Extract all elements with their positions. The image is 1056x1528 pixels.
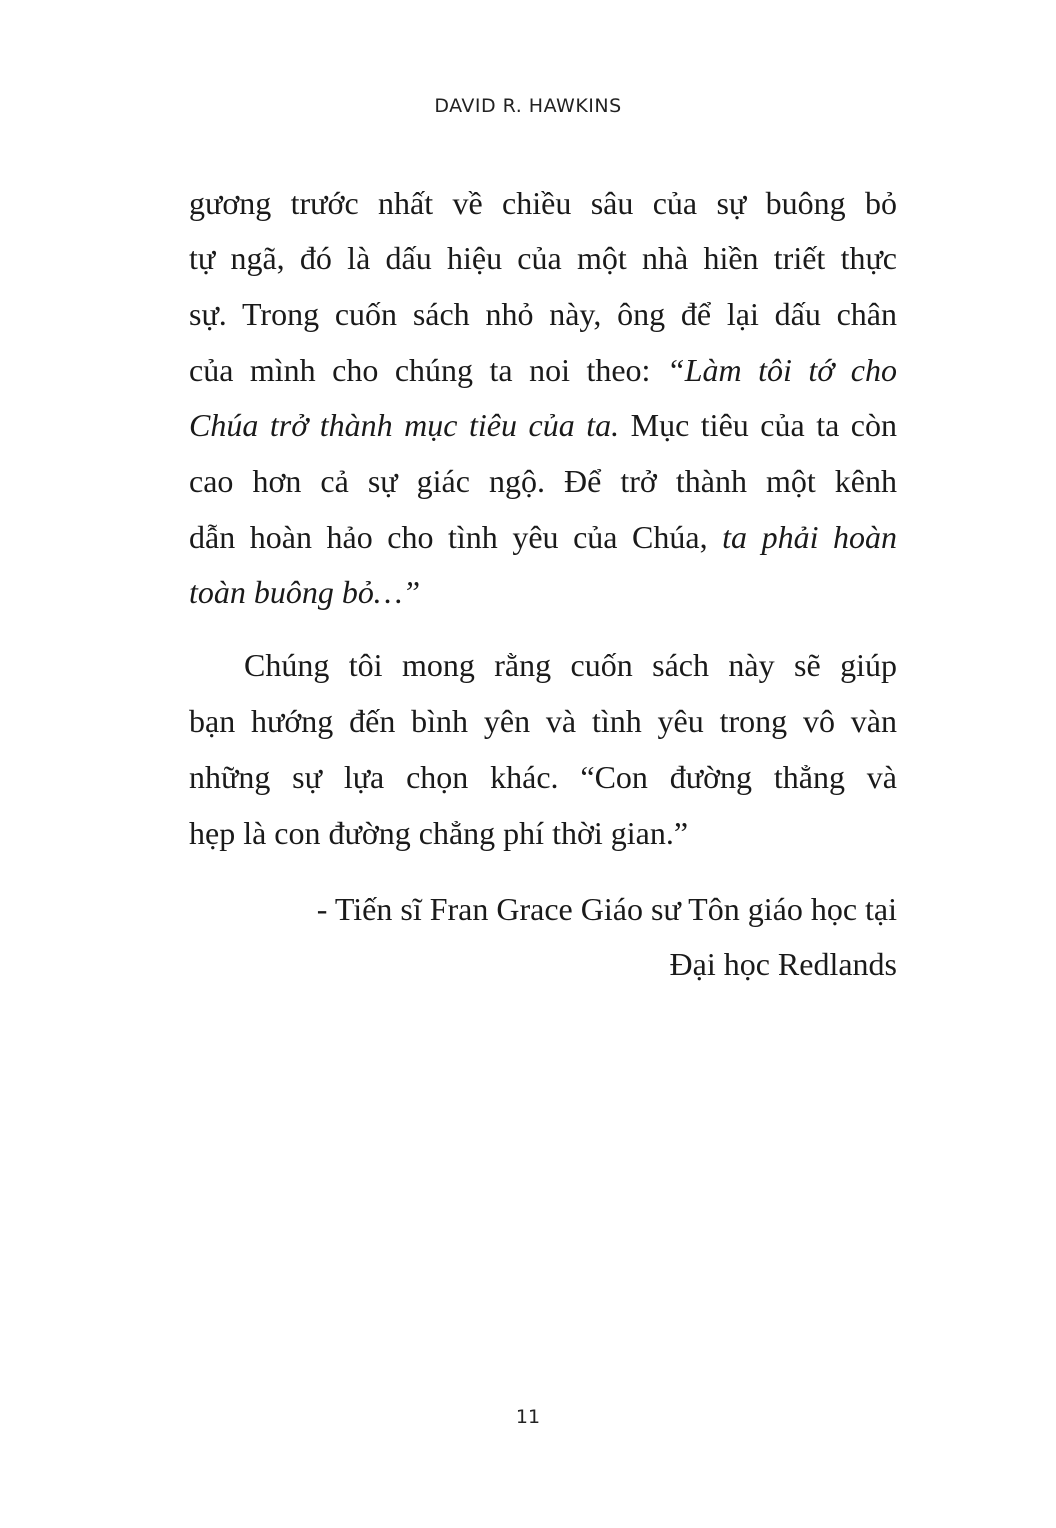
text-segment: của mình cho chúng ta noi theo: [189, 352, 667, 388]
text-segment: dẫn hoàn hảo cho tình yêu của Chúa, [189, 519, 723, 555]
text-line [189, 183, 897, 223]
italic-quote-segment: ta phải hoàn [722, 519, 897, 555]
running-header: DAVID R. HAWKINS [434, 95, 622, 117]
text-line: bạn hướng đến bình yên và tình yêu trong vô vàn [189, 703, 897, 739]
text-line [189, 405, 897, 445]
text-line: hẹp là con đường chẳng phí thời gian.” [189, 815, 689, 851]
text-segment: cao hơn cả sự giác ngộ. Để trở thành một kênh [189, 463, 897, 499]
text-line: Chúng tôi mong rằng cuốn sách này sẽ giúp [244, 647, 897, 683]
text-segment: gương trước nhất về chiều sâu của sự buông bỏ [189, 185, 897, 221]
text-line [189, 350, 897, 390]
italic-quote-segment: “Làm tôi tớ cho [666, 352, 898, 388]
italic-quote-segment: toàn buông bỏ…” [189, 574, 421, 610]
text-segment: sự. Trong cuốn sách nhỏ này, ông để lại dấu chân [189, 296, 897, 332]
attribution-line: Đại học Redlands [669, 946, 897, 982]
italic-quote-segment: Chúa trở thành mục tiêu của ta. [189, 407, 620, 443]
text-segment: tự ngã, đó là dấu hiệu của một nhà hiền triết thực [189, 240, 897, 276]
text-line [189, 238, 897, 278]
text-line [189, 294, 897, 334]
page-number: 11 [515, 1406, 541, 1428]
text-line [189, 461, 897, 501]
text-segment: Mục tiêu của ta còn [619, 407, 898, 443]
text-line [189, 572, 897, 612]
text-line: những sự lựa chọn khác. “Con đường thẳng và [189, 759, 897, 795]
attribution-line: - Tiến sĩ Fran Grace Giáo sư Tôn giáo học tại [316, 891, 897, 927]
text-line [189, 517, 897, 557]
